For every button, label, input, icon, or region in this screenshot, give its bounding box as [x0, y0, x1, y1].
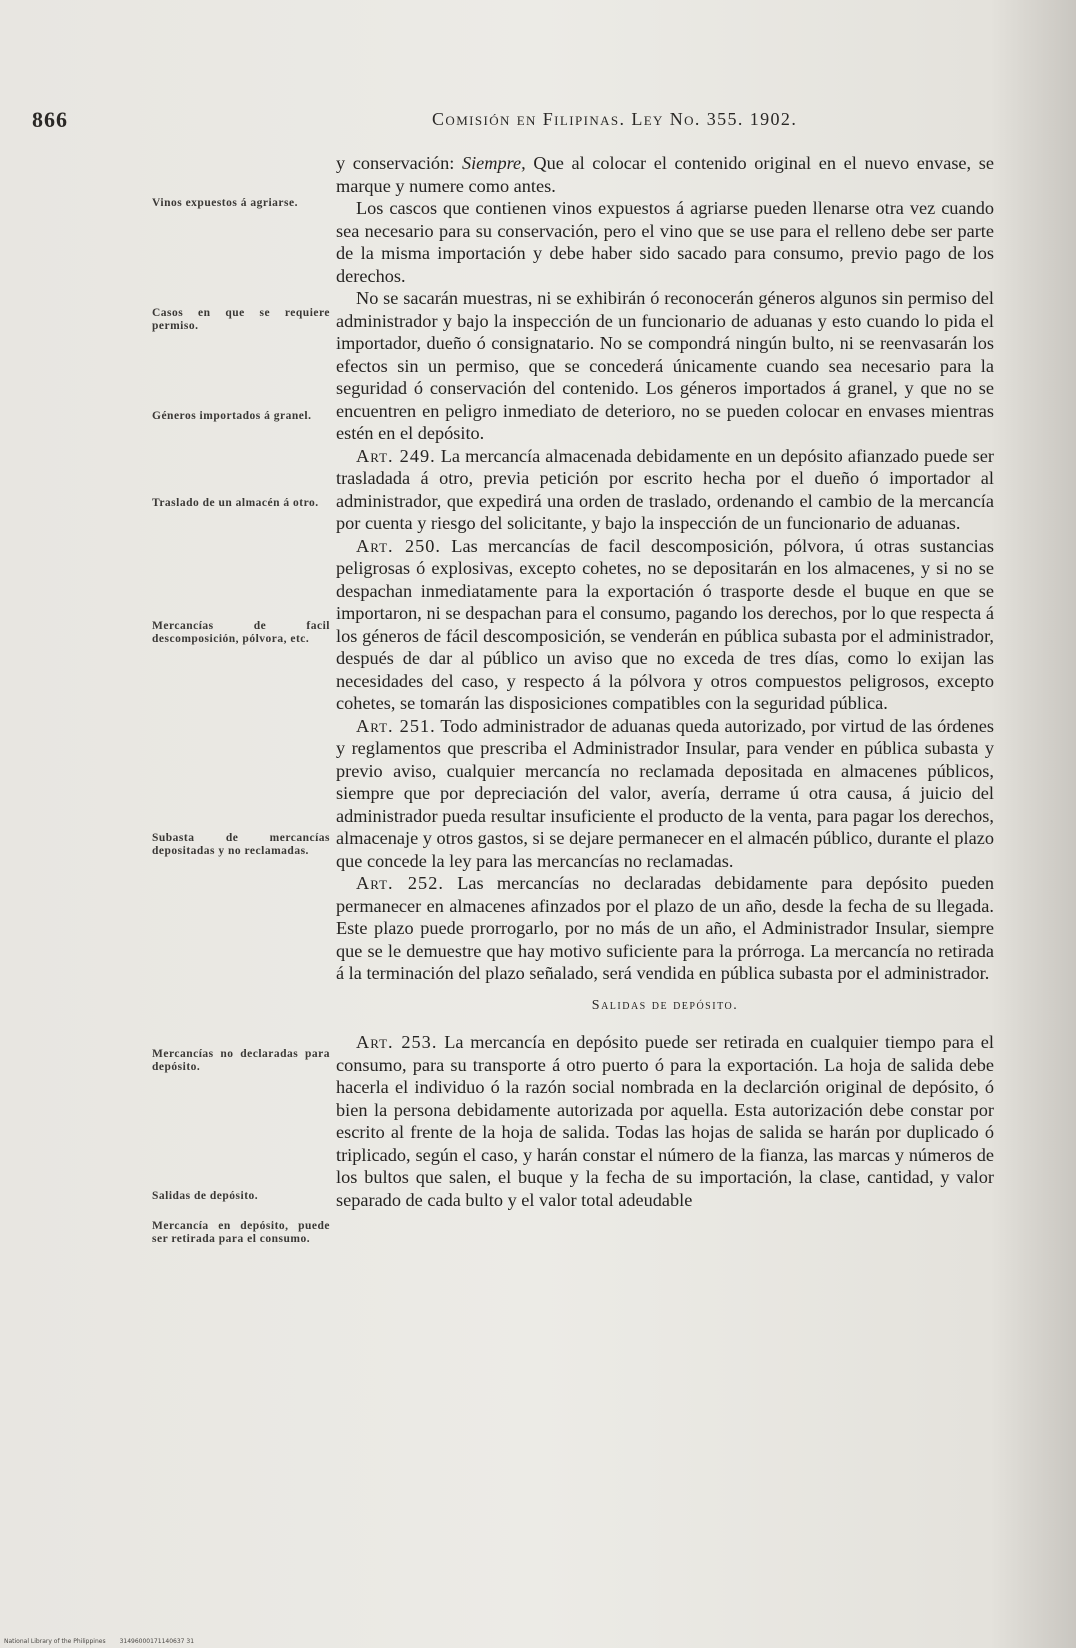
scan-footer [4, 1638, 194, 1645]
footer-code: 31496000171140637 31 [119, 1638, 195, 1645]
article-249: Art. 249. La mercancía almacenada debidamente en un depósito afianzado puede ser trasladada á otro, previa petición por escrito hecha por el dueño ó importador al administrador, que expedirá una orden de traslado, ordenando el cambio de la mercancía por cuenta y riesgo del solicitante, y bajo la inspección de un funcionario de aduanas. [336, 445, 994, 533]
footer-library: National Library of the Philippines [4, 1638, 106, 1645]
margin-note-vinos: Vinos expuestos á agriarse. [152, 197, 298, 209]
margin-note-mercancias-facil: Mercancías de facil descomposición, pólvora, etc. [152, 620, 330, 645]
siempre-italic: Siempre, [461, 153, 526, 173]
margin-note-casos: Casos en que se requiere permiso. [152, 307, 330, 332]
section-heading: Salidas de depósito. [591, 997, 739, 1013]
margin-note-retirada: Mercancía en depósito, puede ser retirada para el consumo. [152, 1220, 330, 1245]
page-number: 866 [32, 107, 68, 132]
article-label: Art. 249. [356, 445, 436, 466]
article-label: Art. 252. [356, 873, 444, 893]
margin-note-salidas: Salidas de depósito. [152, 1190, 259, 1202]
margin-note-traslado: Traslado de un almacén á otro. [152, 497, 319, 509]
article-label: Art. 253. [356, 1032, 438, 1052]
margin-note-generos: Géneros importados á granel. [152, 410, 312, 422]
paragraph-cascos: Los cascos que contienen vinos expuestos á agriarse pueden llenarse otra vez cuando sea necesario para su conservación, pero el vino que se use para el relleno debe ser parte de la misma importación y debe haber sido sacado para consumo, previo pago de los derechos. [336, 198, 994, 286]
article-250: Art. 250. Las mercancías de facil descomposición, pólvora, ú otras sustancias peligrosas ó explosivas, excepto cohetes, no se depositarán en los almacenes, y si no se despachan inmediatamente para la exportación ó trasporte desde el buque en que se importaron, ni se despachan para el consumo, pagando los derechos, por lo que respecta á los géneros de fácil descomposición, se venderán en pública subasta por el administrador, después de dar al público un aviso que no exceda de tres días, como lo exijan las necesidades del caso, y respecto á la pólvora y otros compuestos peligrosos, excepto cohetes, se tomarán las disposiciones compatibles con la seguridad pública. [336, 535, 994, 713]
article-253: Art. 253. La mercancía en depósito puede ser retirada en cualquier tiempo para el consumo, para su transporte á otro puerto ó para la exportación. La hoja de salida debe hacerla el individuo ó la razón social nombrada en la declarción original de depósito, ó bien la persona debidamente autorizada por aquella. Esta autorización debe constar por escrito al frente de la hoja de salida. Todas las hojas de salida se harán por duplicado ó triplicado, según el caso, y harán constar el número de la fianza, las marcas y números de los bultos que salen, el buque y la fecha de su importación, la clase, cantidad, y valor separado de cada bulto y el valor total adeudable [336, 1032, 995, 1210]
running-head: Comisión en Filipinas. Ley No. 355. 1902. [432, 109, 798, 129]
margin-note-subasta: Subasta de mercancías depositadas y no reclamadas. [152, 832, 330, 857]
article-251: Art. 251. Todo administrador de aduanas queda autorizado, por virtud de las órdenes y reglamentos que prescriba el Administrador Insular, para vender en pública subasta y previo aviso, cualquier mercancía no reclamada depositada en almacenes públicos, siempre que por depreciación del valor, avería, derrame ú otra causa, á juicio del administrador pueda resultar insuficiente el producto de la venta, para pagar los derechos, almacenaje y otros gastos, si se dejare permanecer en el almacén público, durante el plazo que concede la ley para las mercancías no reclamadas. [336, 715, 995, 871]
main-text-column [336, 152, 994, 1211]
article-252: Art. 252. Las mercancías no declaradas debidamente para depósito pueden permanecer en almacenes afinzados por el plazo de un año, desde la fecha de su llegada. Este plazo puede prorrogarlo, por no más de un año, el Administrador Insular, siempre que se le demuestre que hay motivo suficiente para la prórroga. La mercancía no retirada á la terminación del plazo señalado, será vendida en pública subasta por el administrador. [336, 873, 994, 983]
paragraph-muestras: No se sacarán muestras, ni se exhibirán ó reconocerán géneros algunos sin permiso del administrador y bajo la inspección de un funcionario de aduanas y esto cuando lo pida el importador, dueño ó consignatario. No se compondrá ningún bulto, ni se reenvasarán los efectos sin un permiso, que se concederá únicamente cuando sea necesario para la seguridad ó conservación del contenido. Los géneros importados á granel, y que no se encuentren en peligro inmediato de deterioro, no se pueden colocar en envases mientras estén en el depósito. [336, 288, 994, 443]
paragraph-conservacion: y conservación: Siempre, Que al colocar el contenido original en el nuevo envase, se marque y numere como antes. [336, 153, 994, 196]
margin-note-no-declaradas: Mercancías no declaradas para depósito. [152, 1048, 330, 1073]
article-label: Art. 250. [356, 535, 441, 556]
article-label: Art. 251. [356, 715, 436, 736]
